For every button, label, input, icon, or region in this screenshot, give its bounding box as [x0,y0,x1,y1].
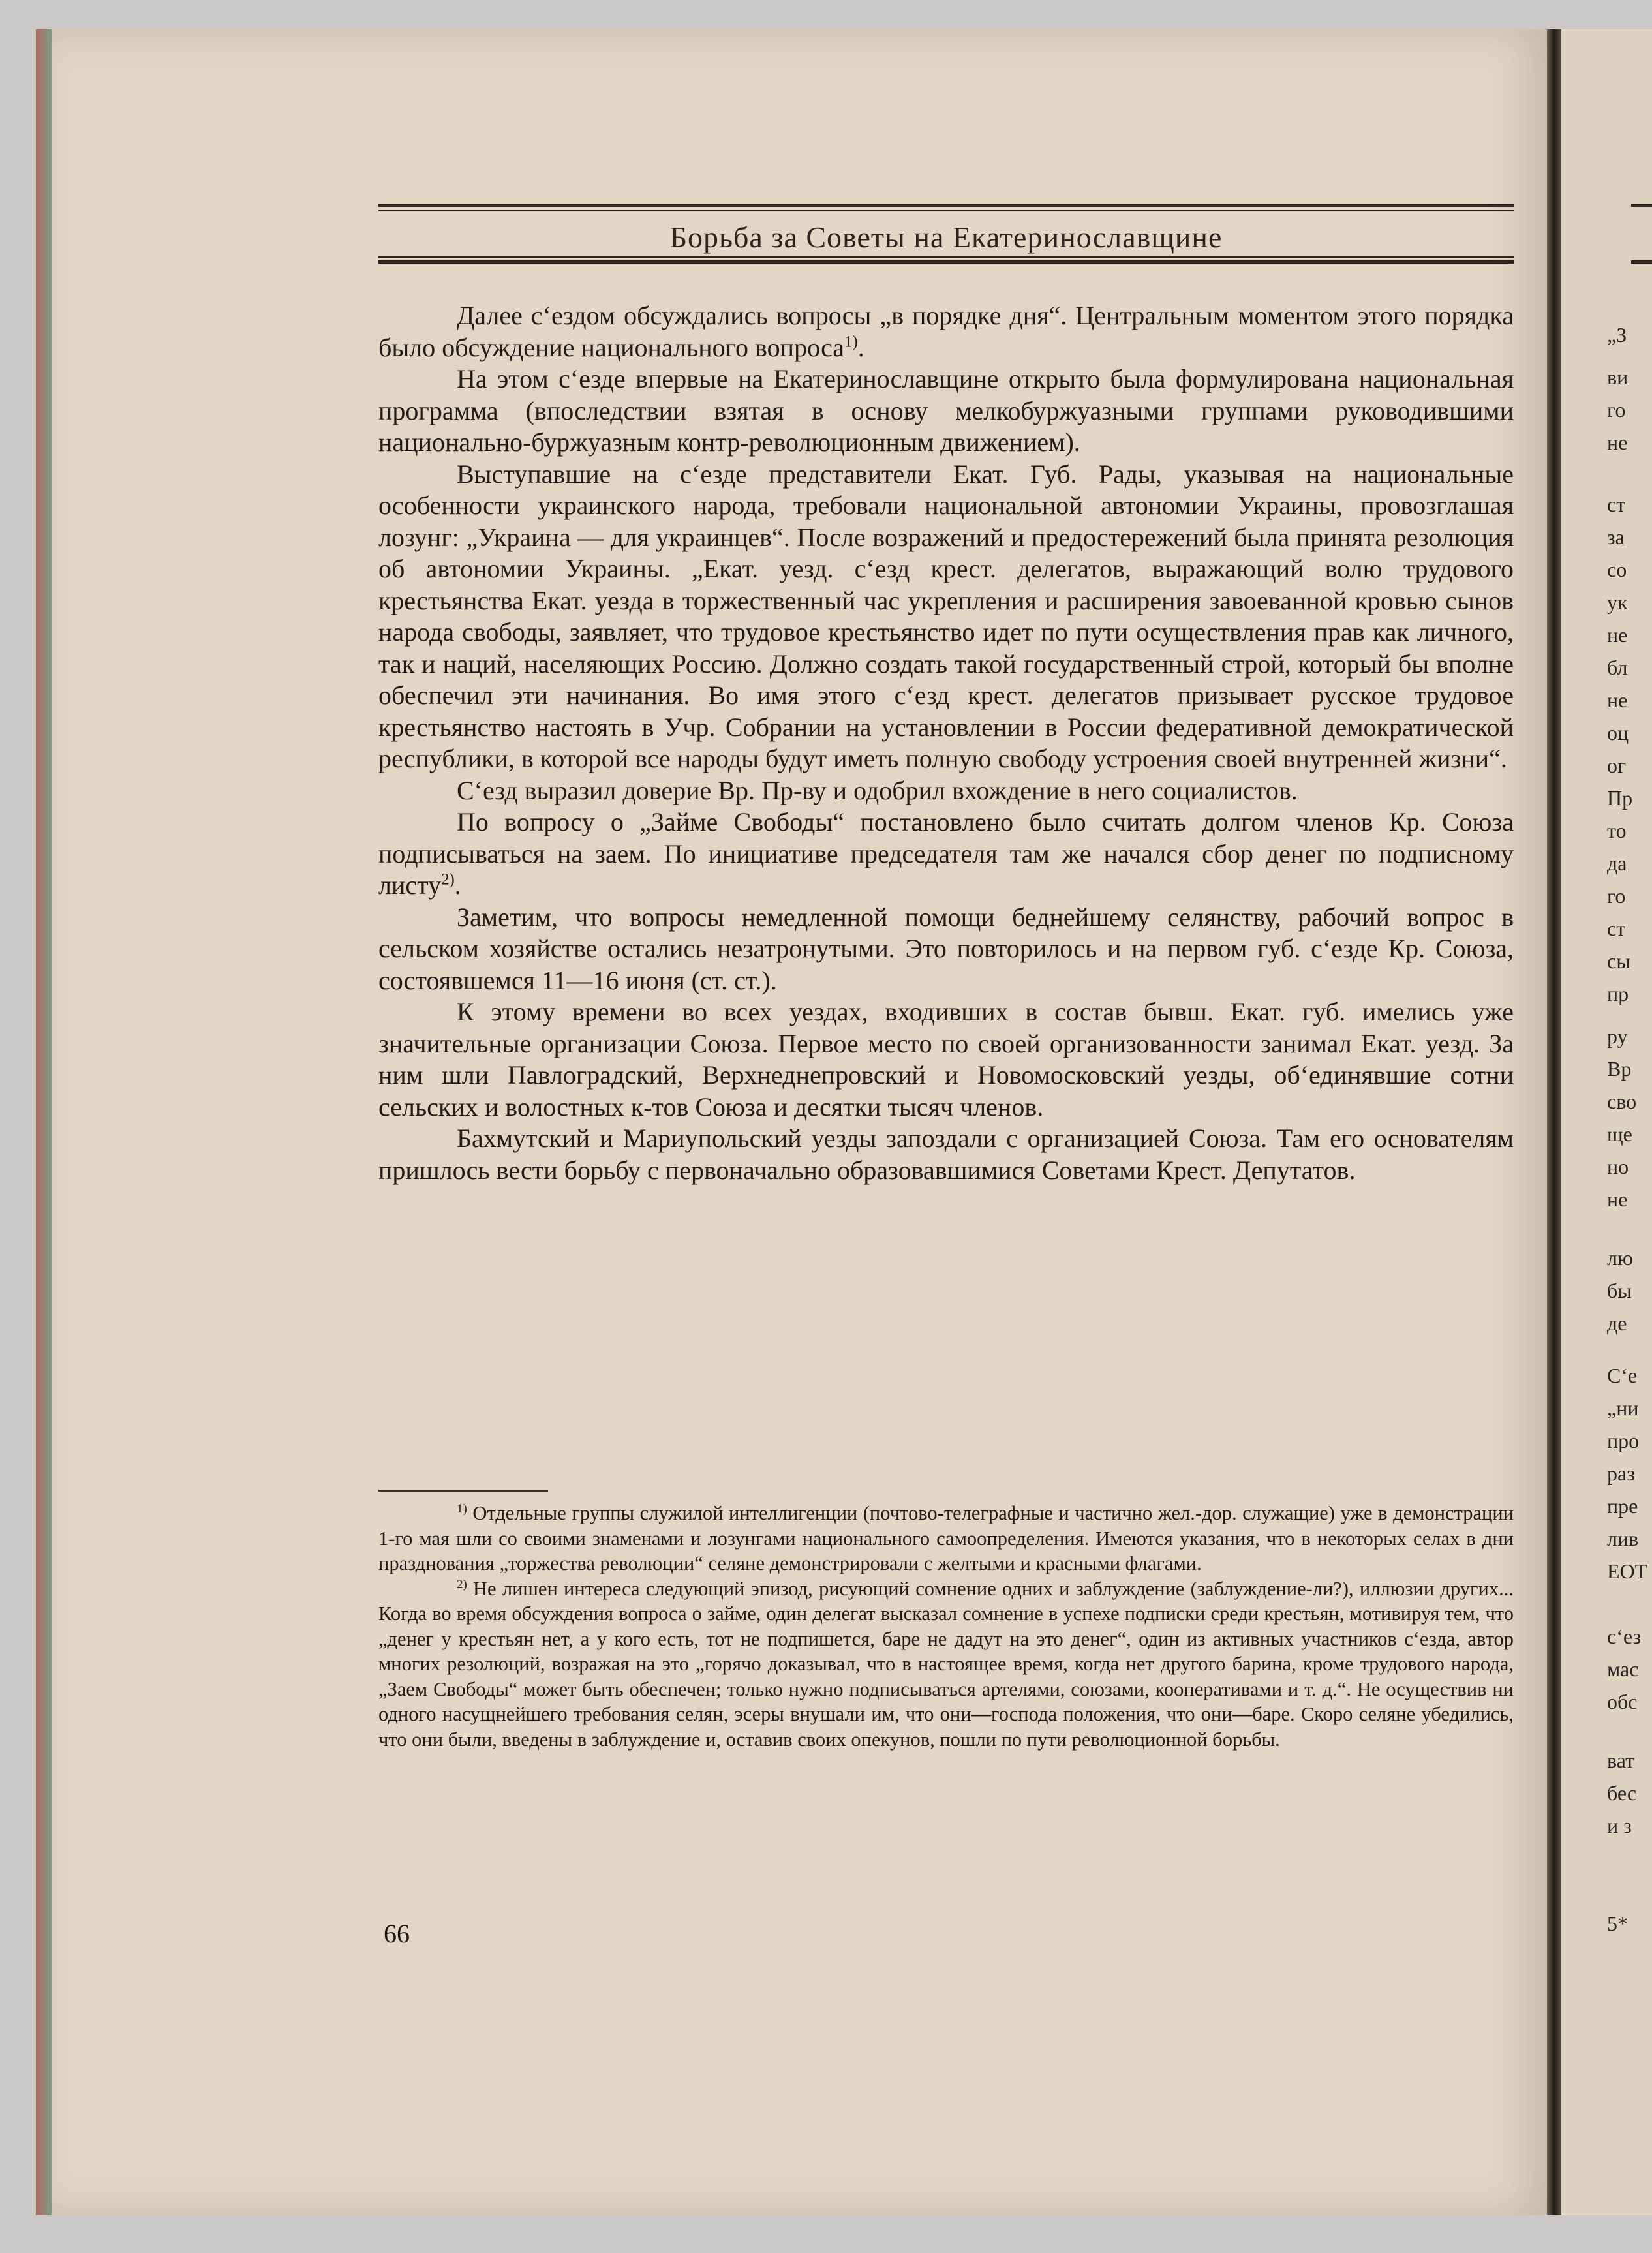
facing-page-fragment: не [1607,431,1628,454]
facing-page-fragment: лю [1607,1246,1633,1270]
facing-page-fragment: то [1607,819,1627,842]
facing-page-fragment: С‘е [1607,1364,1638,1387]
facing-page-fragment: сы [1607,949,1630,973]
facing-page-text [1607,0,1652,2253]
facing-page-fragment: не [1607,623,1628,647]
facing-page-fragment: за [1607,525,1625,549]
facing-page-fragment: 5* [1607,1912,1628,1935]
facing-page-fragment: мас [1607,1657,1639,1681]
paragraph: К этому времени во всех уездах, входивших в состав бывш. Екат. губ. имелись уже значительные организации Союза. Первое место по своей организованности занимал Екат. уезд. За ним шли Павлоградский, Верхнеднепровский и Новомосковский уезды, об‘единявшие сотни сельских и волостных к-тов Союза и десятки тысяч членов. [378,997,1514,1122]
book-spine [1547,29,1561,2215]
facing-page-fragment: и з [1607,1814,1632,1837]
running-head-text: Борьба за Советы на Екатеринославщине [669,220,1223,254]
paragraph: Выступавшие на с‘езде представители Екат. Губ. Рады, указывая на национальные особенности украинского народа, требовали национальной автономии Украины, провозглашая лозунг: „Украина — для украинцев“. После возражений и предостережений была принята резолюция об автономии Украины. „Екат. уезд. с‘езд крест. делегатов, выражающий волю трудового крестьянства Екат. уезда в торжественный час укрепления и расширения завоеванной кровью сынов народа свободы, заявляет, что трудовое крестьянство идет по пути осуществления прав как личного, так и наций, населяющих Россию. Должно создать такой государственный строй, который бы вполне обеспечил эти начинания. Во имя этого с‘езд крест. делегатов призывает русское трудовое крестьянство настоять в Учр. Собрании на установлении в России федеративной демократической республики, в которой все народы будут иметь полную свободу устроения своей внутренней жизни“. [378,459,1514,773]
facing-page-fragment: ви [1607,365,1629,389]
facing-page-fragment: но [1607,1155,1629,1178]
facing-page-fragment: оц [1607,721,1629,744]
facing-page-fragment: сво [1607,1090,1637,1113]
footnotes [378,1501,1514,1752]
facing-page-fragment: ст [1607,493,1626,516]
facing-page-fragment: го [1607,398,1626,421]
paragraph: С‘езд выразил доверие Вр. Пр-ву и одобрил вхождение в него социалистов. [457,775,1298,805]
facing-page-fragment: ог [1607,754,1627,777]
paragraph: Бахмутский и Мариупольский уезды запоздали с организацией Союза. Там его основателям пришлось вести борьбу с первоначально образовавшимися Советами Крест. Депутатов. [378,1124,1514,1185]
head-rule-thin [378,256,1514,258]
footnote-divider [378,1490,548,1492]
paragraph: На этом с‘езде впервые на Екатеринославщине открыто была формулирована национальная программа (впоследствии взятая в основу мелкобуржуазными группами руководившими национально-буржуазным контр-революционным движением). [378,364,1514,457]
head-rule-thick [378,260,1514,264]
facing-page-fragment: ру [1607,1024,1628,1048]
facing-page-fragment: „З [1607,323,1627,346]
paragraph: По вопросу о „Займе Свободы“ постановлено было считать долгом членов Кр. Союза подписываться на заем. По инициативе председателя там же начался сбор денег по подписному листу$^{2)}$. [378,807,1514,900]
facing-page-fragment: ук [1607,590,1628,614]
facing-page-fragment: ват [1607,1749,1635,1772]
facing-page-fragment: „ни [1607,1396,1639,1420]
facing-page-fragment: ЕОТ [1607,1559,1648,1583]
footnote: $^{1)}$ Отдельные группы служилой интеллигенции (почтово-телеграфные и частично жел.-дор. служащие) уже в демонстрации 1-го мая шли со своими знаменами и лозунгами национального самоопределения. Имеются указания, что в некоторых селах в дни празднования „торжества революции“ селяне демонстрировали с желтыми и красными флагами. [378,1501,1514,1574]
facing-page-fragment: Вр [1607,1057,1632,1081]
facing-page-fragment: бес [1607,1781,1637,1805]
facing-page-fragment: ст [1607,917,1626,940]
facing-page-fragment: де [1607,1311,1627,1335]
top-rule-thick [378,204,1514,207]
facing-page-fragment: не [1607,688,1628,712]
facing-page-fragment: Пр [1607,786,1633,810]
facing-page-fragment: не [1607,1188,1628,1211]
facing-page-fragment: раз [1607,1462,1635,1485]
facing-page-fragment: бы [1607,1279,1632,1302]
facing-page-fragment: да [1607,851,1627,875]
facing-page-fragment: лив [1607,1527,1639,1550]
facing-page-fragment: обс [1607,1690,1638,1713]
facing-page-fragment: бл [1607,656,1628,679]
paragraph: Далее с‘ездом обсуждались вопросы „в порядке дня“. Центральным моментом этого порядка было обсуждение национального вопроса$^{1)}$. [378,301,1514,362]
main-text [378,300,1514,1186]
paragraph: Заметим, что вопросы немедленной помощи беднейшему селянству, рабочий вопрос в сельском хозяйстве остались незатронутыми. Это повторилось и на первом губ. с‘езде Кр. Союза, состоявшемся 11—16 июня (ст. ст.). [378,902,1514,995]
page-number: 66 [384,1919,410,1948]
facing-page-fragment: со [1607,558,1627,581]
facing-page-fragment: пр [1607,982,1629,1005]
facing-page-fragment: ще [1607,1122,1632,1146]
facing-page-fragment: пре [1607,1494,1638,1518]
book-edge [36,29,52,2215]
footnote: $^{2)}$ Не лишен интереса следующий эпизод, рисующий сомнение одних и заблуждение (заблуждение-ли?), иллюзии других... Когда во время обсуждения вопроса о займе, один делегат высказал сомнение в успехе подписки среди крестьян, мотивируя тем, что „денег у крестьян нет, а у кого есть, тот не подпишется, баре не дадут на это денег“, один из активных участников с‘езда, автор многих резолюций, возражая на это „горячо доказывал, что в настоящее время, когда нет другого барина, кроме трудового народа, „Заем Свободы“ может быть обеспечен; только нужно подписываться артелями, союзами, кооперативами и т. д.“. Не осуществив ни одного насущнейшего требования селян, эсеры внушали им, что они—господа положения, что они—баре. Скоро селяне убедились, что они были, введены в заблуждение и, оставив своих опекунов, пошли по пути революционной борьбы. [378,1577,1514,1751]
facing-page-fragment: с‘ез [1607,1625,1642,1648]
facing-page-fragment: про [1607,1429,1640,1452]
facing-page-fragment: го [1607,884,1626,908]
